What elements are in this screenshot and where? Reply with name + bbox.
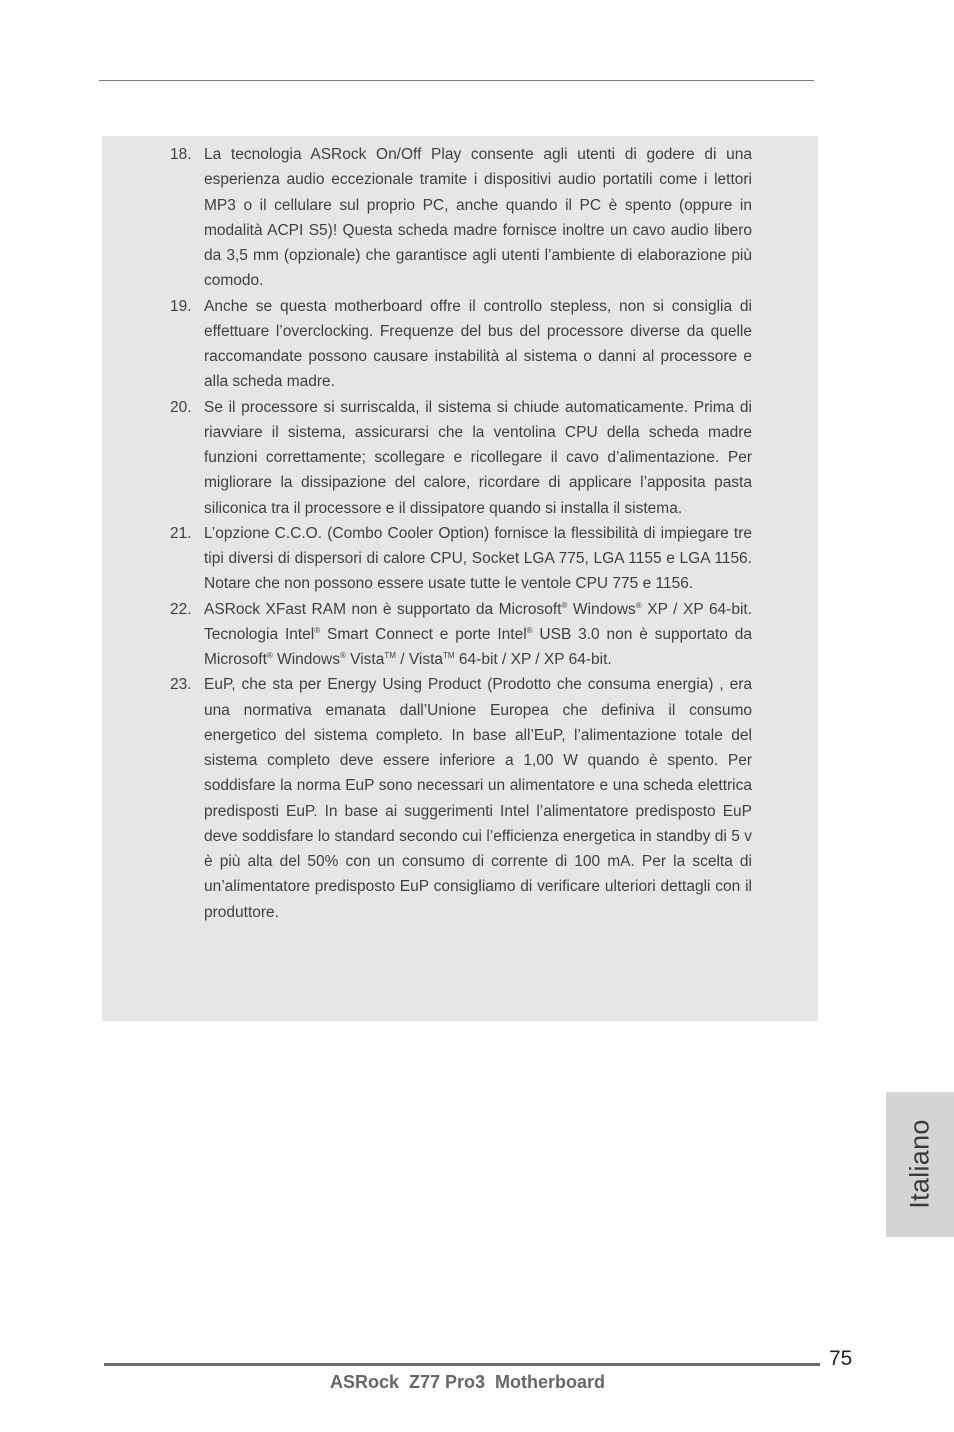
notes-list [170, 142, 752, 925]
note-number: 18. [170, 146, 192, 163]
note-number: 20. [170, 398, 192, 416]
note-text: EuP, che sta per Energy Using Product (Prodotto che consuma energia) , era una normativa emanata dall’Unione Europea che definiva il consumo energetico del sistema completo. In base all’EuP, l’alimentazione totale del sistema completo deve essere inferiore a 1,00 W quando è spento. Per soddisfare la norma EuP sono necessari un alimentatore e una scheda elettrica predisposti EuP. In base ai suggerimenti Intel l’alimentatore predisposto EuP deve soddisfare lo standard secondo cui l’efficienza energetica in standby di 5 v è più alta del 50% con un consumo di corrente di 100 mA. Per la scelta di un’alimentatore predisposto EuP consigliamo di verificare ulteriori dettagli con il produttore. [204, 676, 752, 921]
note-number: 21. [170, 524, 192, 542]
note-18 [170, 142, 752, 294]
note-19 [170, 294, 752, 395]
note-number: 22. [170, 600, 192, 618]
footer-title: ASRock Z77 Pro3 Motherboard [330, 1372, 606, 1392]
note-20 [170, 395, 752, 521]
note-text: Se il processore si surriscalda, il sistema si chiude automaticamente. Prima di riavviare il sistema, assicurarsi che la ventolina CPU della scheda madre funzioni correttamente; scollegare e ricollegare il cavo d’alimentazione. Per migliorare la dissipazione del calore, ricordare di applicare l’apposita pasta siliconica tra il processore e il dissipatore quando si installa il sistema. [204, 398, 752, 517]
note-number: 19. [170, 297, 192, 315]
note-text: ASRock XFast RAM non è supportato da Microsoft® Windows® XP / XP 64-bit. Tecnologia Intel® Smart Connect e porte Intel® USB 3.0 non è supportato da Microsoft® Windows® Vista™ / Vista™ 64-bit / XP / XP 64-bit. [204, 600, 753, 668]
notes-panel [102, 136, 818, 1021]
note-number: 23. [170, 676, 192, 694]
page-number: 75 [829, 1347, 853, 1370]
footer-rule [104, 1363, 820, 1366]
note-text: L’opzione C.C.O. (Combo Cooler Option) fornisce la flessibilità di impiegare tre tipi diversi di dispersori di calore CPU, Socket LGA 775, LGA 1155 e LGA 1156. Notare che non possono essere usate tutte le ventole CPU 775 e 1156. [204, 524, 752, 593]
header-rule [99, 80, 814, 81]
note-23 [170, 672, 752, 925]
note-21 [170, 521, 752, 597]
language-tab [886, 1092, 954, 1237]
note-text: La tecnologia ASRock On/Off Play consente agli utenti di godere di una esperienza audio eccezionale tramite i dispositivi audio portatili come i lettori MP3 o il cellulare sul proprio PC, anche quando il PC è spento (oppure in modalità ACPI S5)! Questa scheda madre fornisce inoltre un cavo audio libero da 3,5 mm (opzionale) che garantisce agli utenti l’ambiente di elaborazione più comodo. [204, 146, 752, 290]
note-text: Anche se questa motherboard offre il controllo stepless, non si consiglia di effettuare l’overclocking. Frequenze del bus del processore diverse da quelle raccomandate possono causare instabilità al sistema o danni al processore e alla scheda madre. [204, 297, 752, 391]
note-22 [170, 597, 752, 673]
language-tab-label: Italiano [904, 1119, 935, 1209]
